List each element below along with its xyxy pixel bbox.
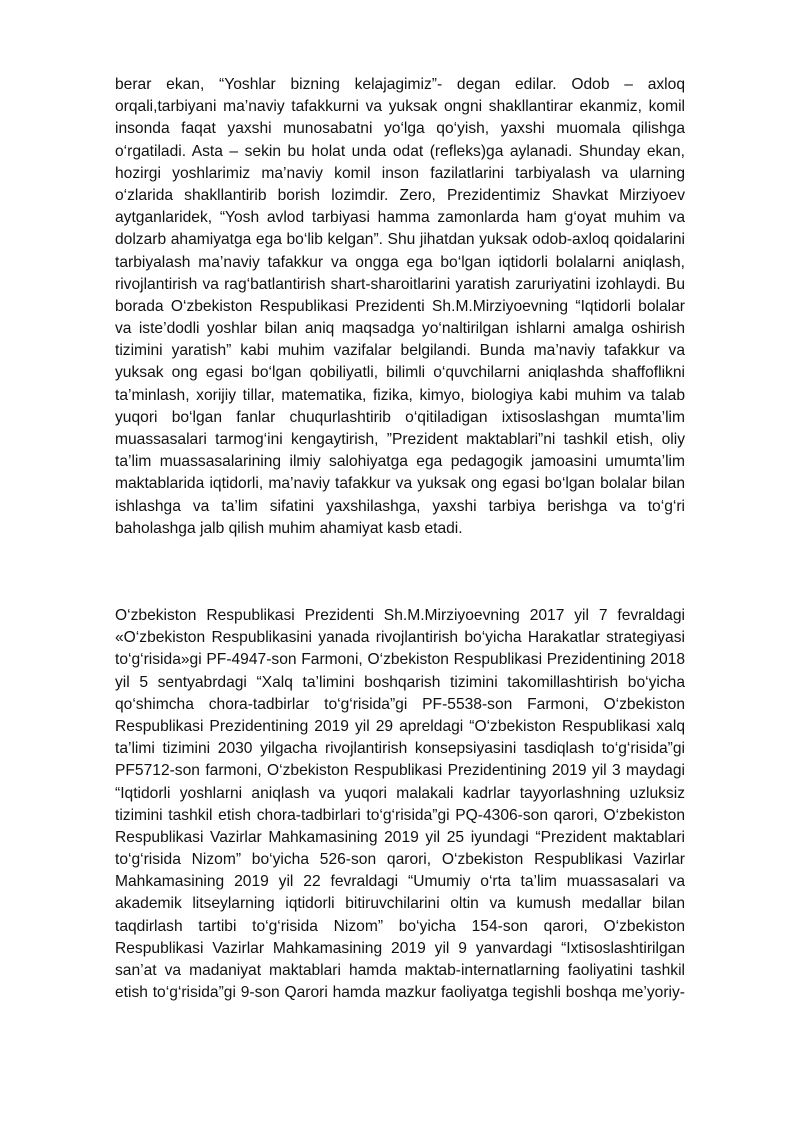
text-line: va iste’dodli yoshlar bilan aniq maqsadga yo‘naltirilgan ishlarni amalga oshirish xyxy=(115,320,685,338)
text-line: dolzarb ahamiyatga ega bo‘lib kelgan”. Shu jihatdan yuksak odob-axloq qoidalarini xyxy=(115,231,685,249)
text-line: tizimini yaratish” kabi muhim vazifalar belgilandi. Bunda ma’naviy tafakkur va xyxy=(115,342,685,360)
text-line: yuqori bo‘lgan fanlar chuqurlashtirib o‘qitiladigan ixtisoslashgan mumta’lim xyxy=(115,408,685,426)
text-line: borada O‘zbekiston Respublikasi Prezidenti Sh.M.Mirziyoevning “Iqtidorli bolalar xyxy=(115,297,685,315)
text-line: akademik litseylarning iqtidorli bitiruvchilarini oltin va kumush medallar bilan xyxy=(115,895,685,913)
text-line: ta’lim muassasalarining ilmiy salohiyatga ega pedagogik jamoasini umumta’lim xyxy=(115,453,685,471)
text-line: taqdirlash tartibi to‘g‘risida Nizom” bo‘yicha 154-son qarori, O‘zbekiston xyxy=(115,917,685,935)
text-line: tizimini tashkil etish chora-tadbirlari to‘g‘risida”gi PQ-4306-son qarori, O‘zbekiston xyxy=(115,806,685,824)
text-line: o‘zlarida shakllantirib borish lozimdir. Zero, Prezidentimiz Shavkat Mirziyoev xyxy=(115,186,685,204)
text-line: Respublikasi Vazirlar Mahkamasining 2019 yil 25 iyundagi “Prezident maktablari xyxy=(115,828,685,846)
text-line: insonda faqat yaxshi munosabatni yo‘lga qo‘yish, yaxshi muomala qilishga xyxy=(115,120,685,138)
text-line: muassasalari tarmog‘ini kengaytirish, ”Prezident maktablari”ni tashkil etish, oliy xyxy=(115,431,685,448)
text-line: etish to‘g‘risida”gi 9-son Qarori hamda mazkur faoliyatga tegishli boshqa me’yoriy- xyxy=(115,984,685,1002)
text-line: “Iqtidorli yoshlarni aniqlash va yuqori malakali kadrlar tayyorlashning uzluksiz xyxy=(115,784,685,802)
text-line: rivojlantirish va rag‘batlantirish shart-sharoitlarini yaratish zaruriyatini izohlaydi. Bu xyxy=(115,275,685,293)
text-line: «O‘zbekiston Respublikasini yanada rivojlantirish bo‘yicha Harakatlar strategiyasi xyxy=(115,629,685,647)
text-line: yuksak ong egasi bo‘lgan qobiliyatli, bilimli o‘quvchilarni aniqlashda shaffoflikni xyxy=(115,364,685,382)
text-line: yil 5 sentyabrdagi “Xalq ta’limini boshqarish tizimini takomillashtirish bo‘yicha xyxy=(115,673,685,691)
text-line: o‘rgatiladi. Asta – sekin bu holat unda odat (refleks)ga aylanadi. Shunday ekan, xyxy=(115,142,685,160)
text-line: qo‘shimcha chora-tadbirlar to‘g‘risida”gi PF-5538-son Farmoni, O‘zbekiston xyxy=(115,695,685,713)
text-line: orqali,tarbiyani ma’naviy tafakkurni va yuksak ongni shakllantirar ekanmiz, komil xyxy=(115,98,685,116)
text-line: ishlashga va ta’lim sifatini yaxshilashga, yaxshi tarbiya berishga va to‘g‘ri xyxy=(115,497,685,515)
text-line: ta’minlash, xorijiy tillar, matematika, fizika, kimyo, biologiya kabi muhim va talab xyxy=(115,386,685,404)
text-line: tarbiyalash ma’naviy tafakkur va ongga ega bo‘lgan iqtidorli bolalarni aniqlash, xyxy=(115,253,685,271)
text-line: Respublikasi Vazirlar Mahkamasining 2019 yil 9 yanvardagi “Ixtisoslashtirilgan xyxy=(115,939,685,957)
text-line: san’at va madaniyat maktablari hamda maktab-internatlarning faoliyatini tashkil xyxy=(115,962,685,979)
text-line: baholashga jalb qilish muhim ahamiyat kasb etadi. xyxy=(115,519,463,537)
text-line: O‘zbekiston Respublikasi Prezidenti Sh.M.Mirziyoevning 2017 yil 7 fevraldagi xyxy=(115,607,685,624)
text-line: PF5712-son farmoni, O‘zbekiston Respublikasi Prezidentining 2019 yil 3 maydagi xyxy=(115,762,685,780)
paragraph-1 xyxy=(115,74,685,540)
text-line: aytganlaridek, “Yosh avlod tarbiyasi hamma zamonlarda ham g‘oyat muhim va xyxy=(115,209,685,227)
text-line: to‘g‘risida Nizom” bo‘yicha 526-son qarori, O‘zbekiston Respublikasi Vazirlar xyxy=(115,851,685,869)
text-line: hozirgi yoshlarimiz ma’naviy komil inson fazilatlarini tarbiyalash va ularning xyxy=(115,164,685,182)
text-line: maktablarida iqtidorli, ma’naviy tafakkur va yuksak ong egasi bo‘lgan bolalar bilan xyxy=(115,475,685,493)
text-line: ta’limi tizimini 2030 yilgacha rivojlantirish konsepsiyasini tasdiqlash to‘g‘risida”gi xyxy=(115,740,685,758)
paragraph-2 xyxy=(115,605,685,1004)
text-line: berar ekan, “Yoshlar bizning kelajagimiz”- degan edilar. Odob – axloq xyxy=(115,76,685,93)
text-line: Mahkamasining 2019 yil 22 fevraldagi “Umumiy o‘rta ta’lim muassasalari va xyxy=(115,873,685,891)
text-line: to‘g‘risida»gi PF-4947-son Farmoni, O‘zbekiston Respublikasi Prezidentining 2018 xyxy=(115,651,685,669)
text-line: Respublikasi Prezidentining 2019 yil 29 apreldagi “O‘zbekiston Respublikasi xalq xyxy=(115,717,685,735)
